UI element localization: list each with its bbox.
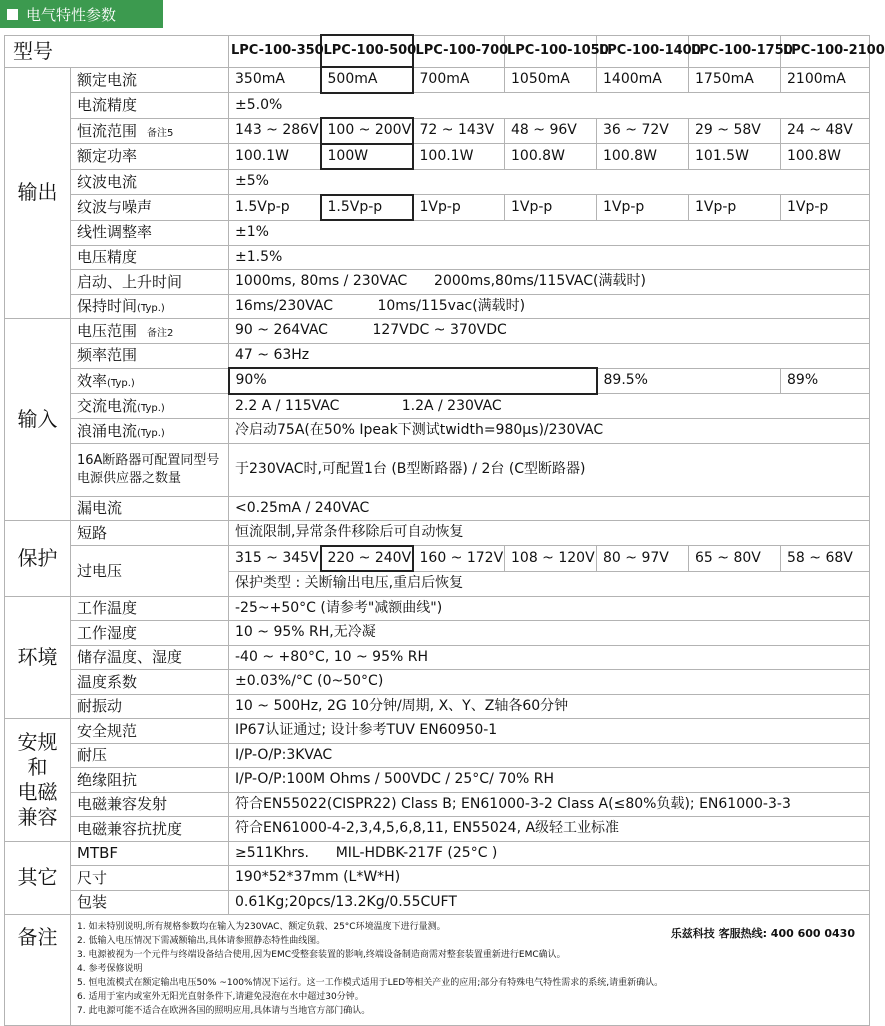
- model-header: LPC-100-500: [321, 35, 413, 67]
- cell: 1Vp-p: [781, 195, 870, 221]
- row-label: 尺寸: [71, 866, 229, 891]
- cell: 58 ~ 68V: [781, 546, 870, 572]
- cell: 0.61Kg;20pcs/13.2Kg/0.55CUFT: [229, 890, 870, 915]
- table-row: [5, 694, 870, 719]
- table-row: [5, 890, 870, 915]
- table-row: [5, 841, 870, 866]
- row-label: 工作湿度: [71, 621, 229, 646]
- cell: 保护类型 : 关断输出电压,重启后恢复: [229, 571, 870, 596]
- table-row: [5, 768, 870, 793]
- cell: 1400mA: [597, 67, 689, 93]
- cell: ±0.03%/°C (0~50°C): [229, 670, 870, 695]
- note-item: 3. 电源被视为一个元件与终端设备结合使用,因为EMC受整套装置的影响,终端设备制造商需对整套装置重新进行EMC确认。: [77, 949, 566, 960]
- cell: 冷启动75A(在50% Ipeak下测试twidth=980μs)/230VAC: [229, 419, 870, 444]
- cell: 500mA: [321, 67, 413, 93]
- table-row: [5, 343, 870, 368]
- cell: 1050mA: [505, 67, 597, 93]
- cell: 16ms/230VAC 10ms/115vac(满载时): [229, 294, 870, 319]
- cell: ≥511Khrs. MIL-HDBK-217F (25°C ): [229, 841, 870, 866]
- row-label: 漏电流: [71, 496, 229, 521]
- cell: 1Vp-p: [597, 195, 689, 221]
- table-row: [5, 319, 870, 344]
- cell: 符合EN61000-4-2,3,4,5,6,8,11, EN55024, A级轻工业标准: [229, 817, 870, 842]
- row-label: 包装: [71, 890, 229, 915]
- group-output: 输出: [5, 67, 71, 319]
- table-row: [5, 67, 870, 93]
- group-protect: 保护: [5, 521, 71, 597]
- model-header: LPC-100-1400: [597, 35, 689, 67]
- section-title: 电气特性参数: [26, 5, 117, 24]
- spec-table: [4, 34, 885, 1026]
- table-row: [5, 792, 870, 817]
- cell: 47 ~ 63Hz: [229, 343, 870, 368]
- row-label: 恒流范围 备注5: [71, 118, 229, 144]
- group-safety: 安规 和 电磁 兼容: [5, 719, 71, 842]
- cell: 80 ~ 97V: [597, 546, 689, 572]
- row-label: 电磁兼容抗扰度: [71, 817, 229, 842]
- table-row: [5, 144, 870, 170]
- table-row: [5, 817, 870, 842]
- row-label: 额定电流: [71, 67, 229, 93]
- row-label: 纹波电流: [71, 169, 229, 195]
- table-row: [5, 521, 870, 546]
- cell: <0.25mA / 240VAC: [229, 496, 870, 521]
- table-row: [5, 294, 870, 319]
- cell: 89.5%: [597, 368, 781, 394]
- note-item: 6. 适用于室内或室外无阳光直射条件下,请避免浸泡在水中超过30分钟。: [77, 991, 364, 1002]
- cell: 65 ~ 80V: [689, 546, 781, 572]
- cell: -40 ~ +80°C, 10 ~ 95% RH: [229, 645, 870, 670]
- cell: I/P-O/P:100M Ohms / 500VDC / 25°C/ 70% RH: [229, 768, 870, 793]
- cell: 190*52*37mm (L*W*H): [229, 866, 870, 891]
- cell: 700mA: [413, 67, 505, 93]
- model-label: 型号: [5, 35, 229, 67]
- table-row: [5, 866, 870, 891]
- cell: 90 ~ 264VAC 127VDC ~ 370VDC: [229, 319, 870, 344]
- row-label: 耐振动: [71, 694, 229, 719]
- row-label: 线性调整率: [71, 220, 229, 245]
- cell: 于230VAC时,可配置1台 (B型断路器) / 2台 (C型断路器): [229, 443, 870, 496]
- cell: 100.8W: [597, 144, 689, 170]
- table-row: [5, 743, 870, 768]
- table-row: [5, 419, 870, 444]
- cell: 100.1W: [229, 144, 321, 170]
- cell: 350mA: [229, 67, 321, 93]
- cell: 315 ~ 345V: [229, 546, 321, 572]
- row-label: 短路: [71, 521, 229, 546]
- table-row: [5, 195, 870, 221]
- notes-row: [5, 915, 870, 1026]
- cell: 1.5Vp-p: [229, 195, 321, 221]
- cell: 2.2 A / 115VAC 1.2A / 230VAC: [229, 394, 870, 419]
- cell: 1.5Vp-p: [321, 195, 413, 221]
- cell: 160 ~ 172V: [413, 546, 505, 572]
- row-label: 纹波与噪声: [71, 195, 229, 221]
- row-label: 过电压: [71, 546, 229, 597]
- cell: 1Vp-p: [505, 195, 597, 221]
- cell: 89%: [781, 368, 870, 394]
- note-ref: 备注5: [147, 127, 174, 139]
- notes-cell: [71, 915, 870, 1026]
- cell: ±1.5%: [229, 245, 870, 270]
- group-input: 输入: [5, 319, 71, 521]
- table-row: [5, 220, 870, 245]
- cell: -25~+50°C (请参考"减额曲线"): [229, 596, 870, 621]
- cell: 1Vp-p: [413, 195, 505, 221]
- hotline-text: 乐兹科技 客服热线: 400 600 0430: [670, 927, 855, 940]
- cell: 108 ~ 120V: [505, 546, 597, 572]
- note-ref: 备注2: [147, 327, 174, 339]
- table-row: [5, 496, 870, 521]
- row-label: 浪涌电流(Typ.): [71, 419, 229, 444]
- cell: 100W: [321, 144, 413, 170]
- note-item: 7. 此电源可能不适合在欧洲各国的照明应用,具体请与当地官方部门确认。: [77, 1005, 371, 1016]
- cell: 100.8W: [505, 144, 597, 170]
- table-row: [5, 719, 870, 744]
- row-label: 频率范围: [71, 343, 229, 368]
- note-item: 1. 如未特别说明,所有规格参数均在输入为230VAC、额定负载、25°C环境温度下进行量测。: [77, 922, 446, 932]
- table-row: [5, 670, 870, 695]
- table-row: [5, 245, 870, 270]
- table-row: [5, 645, 870, 670]
- cell: 48 ~ 96V: [505, 118, 597, 144]
- cell: 2100mA: [781, 67, 870, 93]
- table-row: [5, 443, 870, 496]
- cell: 1Vp-p: [689, 195, 781, 221]
- row-label: 工作温度: [71, 596, 229, 621]
- cell: 1000ms, 80ms / 230VAC 2000ms,80ms/115VAC(满载时): [229, 270, 870, 295]
- row-label: 16A断路器可配置同型号电源供应器之数量: [71, 443, 229, 496]
- cell: 100.1W: [413, 144, 505, 170]
- cell: 10 ~ 500Hz, 2G 10分钟/周期, X、Y、Z轴各60分钟: [229, 694, 870, 719]
- cell: IP67认证通过; 设计参考TUV EN60950-1: [229, 719, 870, 744]
- cell: 101.5W: [689, 144, 781, 170]
- model-header: LPC-100-2100: [781, 35, 870, 67]
- row-label: 储存温度、湿度: [71, 645, 229, 670]
- row-label: 电压范围 备注2: [71, 319, 229, 344]
- note-item: 4. 参考保修说明: [77, 963, 143, 974]
- cell: 36 ~ 72V: [597, 118, 689, 144]
- row-label: 温度系数: [71, 670, 229, 695]
- table-row: [5, 394, 870, 419]
- note-item: 2. 低输入电压情况下需减额输出,具体请参照静态特性曲线图。: [77, 935, 326, 946]
- table-row: [5, 169, 870, 195]
- row-label: 交流电流(Typ.): [71, 394, 229, 419]
- row-label: MTBF: [71, 841, 229, 866]
- table-row: [5, 93, 870, 119]
- model-header: LPC-100-700: [413, 35, 505, 67]
- section-header: [0, 0, 163, 28]
- cell: 恒流限制,异常条件移除后可自动恢复: [229, 521, 870, 546]
- row-label: 保持时间(Typ.): [71, 294, 229, 319]
- table-row: [5, 118, 870, 144]
- cell: 10 ~ 95% RH,无冷凝: [229, 621, 870, 646]
- cell: 1750mA: [689, 67, 781, 93]
- cell: 29 ~ 58V: [689, 118, 781, 144]
- row-label: 电磁兼容发射: [71, 792, 229, 817]
- cell: 143 ~ 286V: [229, 118, 321, 144]
- cell: 72 ~ 143V: [413, 118, 505, 144]
- table-row: [5, 546, 870, 572]
- row-label: 启动、上升时间: [71, 270, 229, 295]
- row-label: 电流精度: [71, 93, 229, 119]
- row-label: 额定功率: [71, 144, 229, 170]
- row-label: 效率(Typ.): [71, 368, 229, 394]
- table-row: [5, 621, 870, 646]
- cell: 220 ~ 240V: [321, 546, 413, 572]
- cell: 符合EN55022(CISPR22) Class B; EN61000-3-2 Class A(≤80%负载); EN61000-3-3: [229, 792, 870, 817]
- square-icon: [7, 9, 18, 20]
- cell: 100 ~ 200V: [321, 118, 413, 144]
- note-item: 5. 恒电流模式在额定输出电压50% ~100%情况下运行。这一工作模式适用于LED等相关产业的应用;部分有特殊电气特性需求的系统,请重新确认。: [77, 977, 664, 988]
- model-header: LPC-100-1050: [505, 35, 597, 67]
- model-header: LPC-100-350: [229, 35, 321, 67]
- group-env: 环境: [5, 596, 71, 719]
- cell: 100.8W: [781, 144, 870, 170]
- group-other: 其它: [5, 841, 71, 915]
- cell: ±5%: [229, 169, 870, 195]
- cell: 90%: [229, 368, 597, 394]
- table-row: [5, 368, 870, 394]
- row-label: 耐压: [71, 743, 229, 768]
- cell: 24 ~ 48V: [781, 118, 870, 144]
- row-label: 电压精度: [71, 245, 229, 270]
- group-notes: 备注: [5, 915, 71, 1026]
- row-label: 绝缘阻抗: [71, 768, 229, 793]
- model-row: [5, 35, 870, 67]
- table-row: [5, 270, 870, 295]
- cell: ±1%: [229, 220, 870, 245]
- row-label: 安全规范: [71, 719, 229, 744]
- cell: ±5.0%: [229, 93, 870, 119]
- model-header: LPC-100-1750: [689, 35, 781, 67]
- table-row: [5, 596, 870, 621]
- cell: I/P-O/P:3KVAC: [229, 743, 870, 768]
